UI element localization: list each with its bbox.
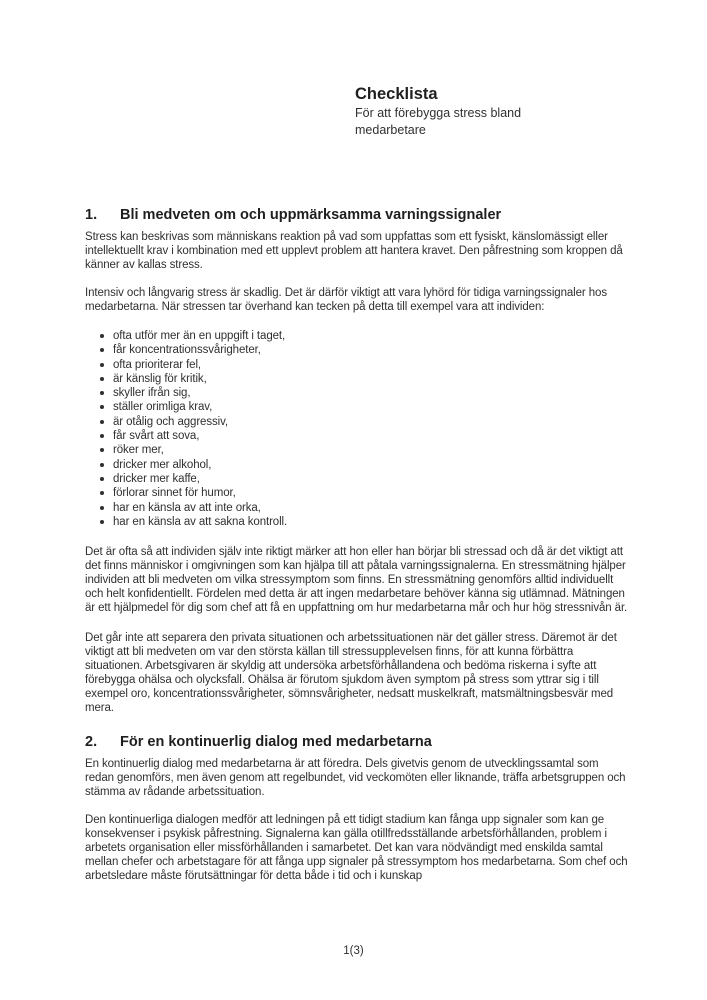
list-item bbox=[85, 386, 630, 400]
list-item-text: dricker mer kaffe, bbox=[113, 472, 200, 485]
list-item bbox=[85, 415, 630, 429]
section-2-heading bbox=[85, 734, 630, 751]
list-item-text: ofta utför mer än en uppgift i taget, bbox=[113, 330, 286, 342]
page-number: 1(3) bbox=[343, 945, 364, 957]
bullet-icon bbox=[100, 363, 104, 367]
list-item bbox=[85, 372, 630, 386]
list-item-text: dricker mer alkohol, bbox=[113, 458, 212, 471]
section-1-title: Bli medveten om och uppmärksamma varningssignaler bbox=[120, 207, 502, 223]
bullet-icon bbox=[100, 477, 104, 481]
list-item-text: ofta prioriterar fel, bbox=[113, 358, 202, 371]
list-item bbox=[85, 501, 630, 515]
bullet-icon bbox=[100, 405, 104, 409]
section-1-paragraph-1: Stress kan beskrivas som människans reaktion på vad som uppfattas som ett fysiskt, känslomässigt eller intellektuellt krav i kombination med ett upplevt problem att hantera kravet. Den påfrestning som kroppen då känner av kallas stress. bbox=[85, 231, 623, 271]
document-subtitle bbox=[355, 105, 585, 138]
bullet-icon bbox=[100, 348, 104, 352]
bullet-icon bbox=[100, 434, 104, 438]
list-item bbox=[85, 443, 630, 457]
section-1-paragraph-4: Det går inte att separera den privata situationen och arbetssituationen när det gäller stress. Däremot är det viktigt att bli medveten om var den största källan till stressupplevelsen finns, för att kunna förbättra situationen. Arbetsgivaren är skyldig att undersöka arbetsförhållandena och bedöma riskerna i syfte att förebygga ohälsa och olycksfall. Ohälsa är förutom sjukdom även symptom på stress som yttrar sig i till exempel oro, koncentrationssvårigheter, sömnsvårigheter, nedsatt muskelkraft, matsmältningsbesvär med mera. bbox=[85, 632, 617, 715]
document-title: Checklista bbox=[355, 85, 438, 103]
bullet-icon bbox=[100, 420, 104, 424]
section-2-title: För en kontinuerlig dialog med medarbetarna bbox=[120, 734, 432, 751]
document-subtitle-line2: medarbetare bbox=[355, 122, 426, 137]
section-1-number: 1. bbox=[85, 207, 98, 223]
section-2-paragraph-2: Den kontinuerliga dialogen medför att ledningen på ett tidigt stadium kan fånga upp signaler som kan ge konsekvenser i psykisk påfrestning. Signalerna kan gälla otillfredsställande arbetsförhållanden, problem i arbetets organisation eller missförhållanden i samarbetet. Det kan vara nödvändigt med enskilda samtal mellan chefer och arbetstagare för att fånga upp signaler på stressymptom hos medarbetarna. Som chef och arbetsledare måste förutsättningar för detta både i tid och i kunskap bbox=[85, 814, 628, 883]
bullet-icon bbox=[100, 377, 104, 381]
list-item bbox=[85, 458, 630, 472]
warning-signals-list bbox=[85, 329, 630, 529]
list-item-text: har en känsla av att sakna kontroll. bbox=[113, 515, 288, 528]
bullet-icon bbox=[100, 506, 104, 510]
list-item-text: får svårt att sova, bbox=[113, 430, 200, 443]
section-1-paragraph-3: Det är ofta så att individen själv inte riktigt märker att hon eller han börjar bli stressad och då är det viktigt att det finns människor i omgivningen som kan hjälpa till att påtala varningssignalerna. En stressmätning hjälper individen att bli medveten om vilka stressymptom som finns. En stressmätning genomförs alltid individuellt och helt konfidentiellt. Fördelen med detta är att ingen medarbetare behöver känna sig utlämnad. Mätningen är ett hjälpmedel för dig som chef att få en uppfattning om hur medarbetarna mår och hur hög stressnivån är. bbox=[85, 546, 628, 615]
section-1-heading bbox=[85, 207, 630, 224]
list-item-text: skyller ifrån sig, bbox=[113, 387, 191, 400]
list-item-text: är känslig för kritik, bbox=[113, 372, 207, 385]
section-1-paragraph-2: Intensiv och långvarig stress är skadlig. Det är därför viktigt att vara lyhörd för tidiga varningssignaler hos medarbetarna. När stressen tar överhand kan tecken på detta till exempel vara att individen: bbox=[85, 287, 607, 313]
bullet-icon bbox=[100, 334, 104, 338]
list-item bbox=[85, 486, 630, 500]
list-item bbox=[85, 429, 630, 443]
list-item bbox=[85, 400, 630, 414]
list-item bbox=[85, 358, 630, 372]
bullet-icon bbox=[100, 491, 104, 495]
list-item bbox=[85, 329, 630, 343]
list-item bbox=[85, 472, 630, 486]
bullet-icon bbox=[100, 520, 104, 524]
list-item-text: är otålig och aggressiv, bbox=[113, 415, 229, 428]
document-header bbox=[355, 85, 585, 138]
document-subtitle-line1: För att förebygga stress bland bbox=[355, 106, 522, 120]
bullet-icon bbox=[100, 463, 104, 467]
list-item bbox=[85, 515, 630, 529]
list-item-text: ställer orimliga krav, bbox=[113, 401, 213, 414]
document-content bbox=[85, 85, 630, 883]
list-item-text: röker mer, bbox=[113, 444, 164, 457]
section-2-paragraph-1: En kontinuerlig dialog med medarbetarna är att föredra. Dels givetvis genom de utvecklingssamtal som redan genomförs, men även genom att regelbundet, vid veckomöten eller liknande, träffa arbetsgruppen och stämma av rådande arbetssituation. bbox=[85, 758, 626, 799]
bullet-icon bbox=[100, 391, 104, 395]
list-item-text: får koncentrationssvårigheter, bbox=[113, 344, 261, 357]
bullet-icon bbox=[100, 448, 104, 452]
section-2-number: 2. bbox=[85, 734, 98, 751]
list-item-text: har en känsla av att inte orka, bbox=[113, 501, 261, 514]
list-item bbox=[85, 343, 630, 357]
list-item-text: förlorar sinnet för humor, bbox=[113, 487, 236, 500]
